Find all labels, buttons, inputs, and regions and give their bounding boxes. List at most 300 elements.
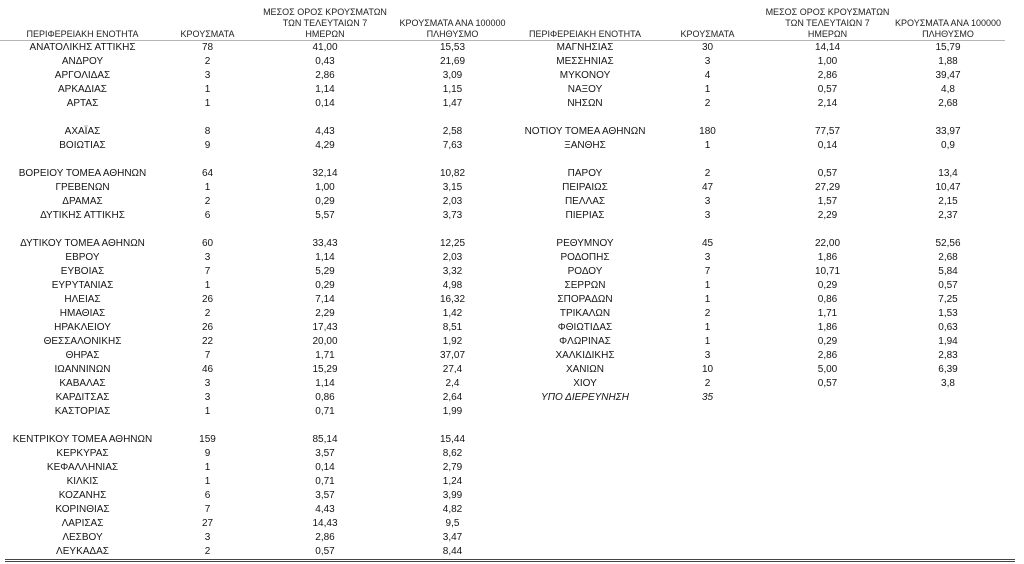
region-name-cell: ΑΧΑΪΑΣ (64, 126, 101, 137)
group-spacer-row (505, 153, 1005, 167)
avg-7-days-cell: 0,14 (315, 462, 335, 473)
table-row (0, 195, 505, 209)
avg-7-days-cell: 1,71 (315, 350, 335, 361)
region-name-cell: ΗΛΕΙΑΣ (64, 294, 101, 305)
region-name-cell: ΧΙΟΥ (573, 378, 597, 389)
cases-cell: 159 (199, 434, 216, 445)
table-row (505, 125, 1005, 139)
per-100k-cell: 2,58 (442, 126, 463, 137)
region-name-cell: ΕΥΒΟΙΑΣ (60, 266, 105, 277)
table-row (505, 237, 1005, 251)
per-100k-cell: 1,15 (442, 84, 463, 95)
per-100k-cell: 2,79 (442, 462, 463, 473)
table-row (0, 531, 505, 545)
table-row (505, 363, 1005, 377)
cases-cell: 3 (204, 532, 211, 543)
table-row (0, 293, 505, 307)
avg-7-days-cell: 5,00 (817, 364, 838, 375)
avg-7-days-cell: 2,29 (817, 210, 838, 221)
table-row (505, 139, 1005, 153)
avg-7-days-cell: 14,14 (814, 42, 841, 53)
per-100k-cell: 1,47 (442, 98, 463, 109)
table-row (505, 321, 1005, 335)
per-100k-cell: 8,62 (442, 448, 463, 459)
region-name-cell: ΠΕΙΡΑΙΩΣ (562, 182, 608, 193)
per-100k-cell: 0,63 (938, 322, 958, 333)
cases-cell: 2 (204, 56, 211, 67)
per-100k-cell: 2,68 (938, 252, 958, 263)
region-name-cell: ΗΜΑΘΙΑΣ (59, 308, 106, 319)
region-name-cell: ΦΛΩΡΙΝΑΣ (559, 336, 611, 347)
region-name-cell: ΧΑΛΚΙΔΙΚΗΣ (555, 350, 615, 361)
region-name-cell: ΠΑΡΟΥ (567, 168, 603, 179)
cases-cell: 47 (701, 182, 714, 193)
table-row (0, 97, 505, 111)
per-100k-cell: 9,5 (445, 518, 460, 529)
header-avg-line: ΤΩΝ ΤΕΛΕΥΤΑΙΩΝ 7 (785, 18, 870, 28)
region-name-cell: ΑΡΚΑΔΙΑΣ (58, 84, 107, 95)
avg-7-days-cell: 0,14 (817, 140, 838, 151)
per-100k-cell: 10,47 (935, 182, 961, 193)
table-row (505, 97, 1005, 111)
avg-7-days-cell: 0,29 (315, 280, 335, 291)
region-name-cell: ΚΟΡΙΝΘΙΑΣ (55, 504, 110, 515)
avg-7-days-cell: 32,14 (312, 168, 338, 179)
avg-7-days-cell: 4,29 (315, 140, 335, 151)
per-100k-cell: 8,44 (442, 546, 463, 557)
avg-7-days-cell: 2,29 (315, 308, 335, 319)
per-100k-cell: 7,63 (442, 140, 463, 151)
region-name-cell: ΒΟΡΕΙΟΥ ΤΟΜΕΑ ΑΘΗΝΩΝ (18, 168, 147, 179)
region-name-cell: ΜΥΚΟΝΟΥ (559, 70, 611, 81)
avg-7-days-cell: 0,43 (315, 56, 335, 67)
table-row (0, 83, 505, 97)
per-100k-cell: 1,92 (442, 336, 463, 347)
region-name-cell: ΔΡΑΜΑΣ (62, 196, 103, 207)
header-avg-7-days (250, 7, 400, 40)
cases-cell: 26 (201, 294, 214, 305)
table-header (0, 0, 505, 41)
group-spacer-row (0, 111, 505, 125)
region-name-cell: ΜΑΓΝΗΣΙΑΣ (556, 42, 614, 53)
table-row (0, 55, 505, 69)
table-row (505, 349, 1005, 363)
per-100k-cell: 1,88 (938, 56, 958, 67)
avg-7-days-cell: 1,00 (817, 56, 838, 67)
cases-cell: 2 (704, 378, 711, 389)
per-100k-cell: 0,57 (938, 280, 958, 291)
cases-cell: 1 (704, 322, 711, 333)
table-row (0, 349, 505, 363)
table-header (505, 0, 1005, 41)
table-row (505, 83, 1005, 97)
region-name-cell: ΠΙΕΡΙΑΣ (565, 210, 605, 221)
cases-cell: 1 (704, 280, 711, 291)
table-row (505, 41, 1005, 55)
table-row (0, 181, 505, 195)
per-100k-cell: 2,15 (938, 196, 958, 207)
avg-7-days-cell: 27,29 (814, 182, 841, 193)
per-100k-cell: 12,25 (439, 238, 466, 249)
cases-cell: 1 (204, 462, 211, 473)
cases-cell: 1 (704, 336, 711, 347)
group-spacer-row (505, 111, 1005, 125)
cases-cell: 2 (704, 98, 711, 109)
cases-cell: 1 (204, 280, 211, 291)
avg-7-days-cell: 22,00 (814, 238, 841, 249)
per-100k-cell: 3,32 (442, 266, 463, 277)
table-row (0, 251, 505, 265)
header-avg-line: ΗΜΕΡΩΝ (807, 29, 848, 39)
cases-cell: 3 (704, 56, 711, 67)
per-100k-cell: 4,98 (442, 280, 463, 291)
avg-7-days-cell: 3,57 (315, 448, 335, 459)
per-100k-cell: 21,69 (439, 56, 466, 67)
cases-cell: 2 (704, 308, 711, 319)
cases-cell: 8 (204, 126, 211, 137)
table-row (0, 265, 505, 279)
per-100k-cell: 5,84 (938, 266, 958, 277)
table-row (0, 335, 505, 349)
cases-cell: 1 (704, 84, 711, 95)
table-body (0, 41, 505, 559)
avg-7-days-cell: 33,43 (312, 238, 338, 249)
per-100k-cell: 1,42 (442, 308, 463, 319)
per-100k-cell: 3,8 (941, 378, 955, 389)
cases-cell: 3 (204, 252, 211, 263)
per-100k-cell: 3,47 (442, 532, 463, 543)
per-100k-cell: 16,32 (439, 294, 466, 305)
group-spacer-row (0, 153, 505, 167)
table-row (0, 517, 505, 531)
avg-7-days-cell: 2,86 (817, 70, 838, 81)
region-name-cell: ΒΟΙΩΤΙΑΣ (59, 140, 106, 151)
region-name-cell: ΘΕΣΣΑΛΟΝΙΚΗΣ (43, 336, 122, 347)
header-avg-line: ΜΕΣΟΣ ΟΡΟΣ ΚΡΟΥΣΜΑΤΩΝ (765, 7, 890, 17)
table-row (0, 237, 505, 251)
per-100k-cell: 2,03 (442, 252, 463, 263)
cases-cell: 1 (204, 98, 211, 109)
table-row (0, 125, 505, 139)
region-name-cell: ΡΟΔΟΥ (567, 266, 603, 277)
avg-7-days-cell: 20,00 (312, 336, 338, 347)
region-name-cell: ΡΟΔΟΠΗΣ (560, 252, 610, 263)
per-100k-cell: 0,9 (941, 140, 955, 151)
avg-7-days-cell: 1,14 (315, 252, 335, 263)
header-region (0, 29, 165, 40)
table-row (0, 377, 505, 391)
header-region-label: ΠΕΡΙΦΕΡΕΙΑΚΗ ΕΝΟΤΗΤΑ (26, 29, 139, 39)
table-row (0, 209, 505, 223)
cases-cell: 6 (204, 210, 211, 221)
table-row (0, 475, 505, 489)
avg-7-days-cell: 1,14 (315, 84, 335, 95)
cases-cell: 3 (704, 196, 711, 207)
cases-cell: 6 (204, 490, 211, 501)
table-bottom-rule (5, 559, 1015, 562)
region-name-cell: ΔΥΤΙΚΟΥ ΤΟΜΕΑ ΑΘΗΝΩΝ (20, 238, 145, 249)
table-row (0, 461, 505, 475)
cases-cell: 2 (204, 308, 211, 319)
avg-7-days-cell: 7,14 (315, 294, 335, 305)
region-name-cell: ΝΟΤΙΟΥ ΤΟΜΕΑ ΑΘΗΝΩΝ (524, 126, 646, 137)
region-name-cell: ΥΠΟ ΔΙΕΡΕΥΝΗΣΗ (541, 392, 629, 403)
header-avg-7-days (750, 7, 905, 40)
table-row (505, 251, 1005, 265)
region-name-cell: ΔΥΤΙΚΗΣ ΑΤΤΙΚΗΣ (40, 210, 125, 221)
group-spacer-row (505, 223, 1005, 237)
right-table (505, 0, 1005, 405)
cases-cell: 45 (701, 238, 714, 249)
header-avg-line: ΗΜΕΡΩΝ (305, 29, 345, 39)
cases-cell: 1 (204, 406, 211, 417)
region-name-cell: ΦΘΙΩΤΙΔΑΣ (557, 322, 613, 333)
region-name-cell: ΣΕΡΡΩΝ (564, 280, 606, 291)
per-100k-cell: 2,68 (938, 98, 958, 109)
avg-7-days-cell: 0,29 (817, 280, 838, 291)
region-name-cell: ΓΡΕΒΕΝΩΝ (55, 182, 110, 193)
per-100k-cell: 39,47 (935, 70, 961, 81)
header-per-100k-line: ΠΛΗΘΥΣΜΟ (426, 29, 479, 39)
per-100k-cell: 13,4 (938, 168, 958, 179)
per-100k-cell: 15,79 (935, 42, 961, 53)
cases-cell: 10 (701, 364, 714, 375)
avg-7-days-cell: 5,29 (315, 266, 335, 277)
cases-cell: 60 (201, 238, 214, 249)
header-avg-line: ΜΕΣΟΣ ΟΡΟΣ ΚΡΟΥΣΜΑΤΩΝ (263, 7, 387, 17)
avg-7-days-cell: 0,57 (817, 168, 838, 179)
avg-7-days-cell: 77,57 (814, 126, 841, 137)
per-100k-cell: 2,37 (938, 210, 958, 221)
header-cases-label: ΚΡΟΥΣΜΑΤΑ (680, 29, 735, 39)
cases-cell: 1 (204, 182, 211, 193)
per-100k-cell: 52,56 (935, 238, 961, 249)
region-name-cell: ΕΥΡΥΤΑΝΙΑΣ (51, 280, 114, 291)
table-row (505, 335, 1005, 349)
avg-7-days-cell: 85,14 (312, 434, 338, 445)
per-100k-cell: 8,51 (442, 322, 463, 333)
cases-cell: 3 (704, 210, 711, 221)
cases-cell: 64 (201, 168, 214, 179)
cases-cell: 2 (204, 196, 211, 207)
avg-7-days-cell: 0,14 (315, 98, 335, 109)
region-name-cell: ΡΕΘΥΜΝΟΥ (556, 238, 614, 249)
cases-cell: 78 (201, 42, 214, 53)
region-name-cell: ΧΑΝΙΩΝ (565, 364, 605, 375)
region-name-cell: ΣΠΟΡΑΔΩΝ (557, 294, 613, 305)
table-row (0, 433, 505, 447)
cases-cell: 3 (204, 392, 211, 403)
avg-7-days-cell: 1,71 (817, 308, 838, 319)
cases-cell: 3 (204, 70, 211, 81)
cases-cell: 30 (701, 42, 714, 53)
avg-7-days-cell: 14,43 (312, 518, 338, 529)
per-100k-cell: 3,15 (442, 182, 463, 193)
per-100k-cell: 3,73 (442, 210, 463, 221)
cases-cell: 1 (204, 476, 211, 487)
per-100k-cell: 1,99 (442, 406, 463, 417)
table-row (0, 391, 505, 405)
cases-cell: 7 (704, 266, 711, 277)
avg-7-days-cell: 0,57 (315, 546, 335, 557)
avg-7-days-cell: 4,43 (315, 504, 335, 515)
region-name-cell: ΚΕΡΚΥΡΑΣ (56, 448, 109, 459)
table-row (0, 489, 505, 503)
table-row (505, 195, 1005, 209)
table-row (505, 69, 1005, 83)
table-row (0, 447, 505, 461)
per-100k-cell: 37,07 (439, 350, 466, 361)
avg-7-days-cell: 1,86 (817, 322, 838, 333)
avg-7-days-cell: 2,86 (315, 532, 335, 543)
region-name-cell: ΑΡΓΟΛΙΔΑΣ (54, 70, 111, 81)
avg-7-days-cell: 1,57 (817, 196, 838, 207)
avg-7-days-cell: 1,86 (817, 252, 838, 263)
table-row (505, 265, 1005, 279)
avg-7-days-cell: 2,86 (817, 350, 838, 361)
header-cases-label: ΚΡΟΥΣΜΑΤΑ (180, 29, 235, 39)
header-region-label: ΠΕΡΙΦΕΡΕΙΑΚΗ ΕΝΟΤΗΤΑ (528, 29, 642, 39)
per-100k-cell: 33,97 (935, 126, 961, 137)
cases-cell: 3 (704, 350, 711, 361)
table-row (505, 55, 1005, 69)
header-region (505, 29, 665, 40)
per-100k-cell: 15,44 (439, 434, 466, 445)
avg-7-days-cell: 0,86 (315, 392, 335, 403)
avg-7-days-cell: 17,43 (312, 322, 338, 333)
region-name-cell: ΠΕΛΛΑΣ (564, 196, 606, 207)
table-row (0, 41, 505, 55)
header-cases (165, 29, 250, 40)
region-name-cell: ΜΕΣΣΗΝΙΑΣ (556, 56, 614, 67)
cases-cell: 3 (704, 252, 711, 263)
header-avg-line: ΤΩΝ ΤΕΛΕΥΤΑΙΩΝ 7 (282, 18, 368, 28)
region-name-cell: ΛΕΣΒΟΥ (62, 532, 103, 543)
avg-7-days-cell: 1,14 (315, 378, 335, 389)
avg-7-days-cell: 0,86 (817, 294, 838, 305)
cases-cell: 9 (204, 448, 211, 459)
table-row (505, 279, 1005, 293)
per-100k-cell: 1,24 (442, 476, 463, 487)
cases-cell: 27 (201, 518, 214, 529)
table-row (0, 279, 505, 293)
under-investigation-row (505, 391, 1005, 405)
cases-cell: 46 (201, 364, 214, 375)
region-name-cell: ΙΩΑΝΝΙΝΩΝ (54, 364, 111, 375)
cases-cell: 22 (201, 336, 214, 347)
per-100k-cell: 4,8 (941, 84, 955, 95)
region-name-cell: ΑΡΤΑΣ (66, 98, 99, 109)
table-row (0, 139, 505, 153)
region-name-cell: ΝΑΞΟΥ (567, 84, 603, 95)
per-100k-cell: 1,94 (938, 336, 958, 347)
table-body (505, 41, 1005, 391)
cases-cell: 35 (701, 392, 714, 403)
avg-7-days-cell: 0,71 (315, 406, 335, 417)
table-row (0, 503, 505, 517)
table-row (505, 167, 1005, 181)
table-row (505, 209, 1005, 223)
cases-cell: 3 (204, 378, 211, 389)
left-table (0, 0, 505, 559)
region-name-cell: ΚΕΦΑΛΛΗΝΙΑΣ (46, 462, 119, 473)
avg-7-days-cell: 41,00 (312, 42, 338, 53)
region-name-cell: ΝΗΣΩΝ (567, 98, 603, 109)
cases-cell: 9 (204, 140, 211, 151)
per-100k-cell: 6,39 (938, 364, 958, 375)
cases-cell: 7 (204, 504, 211, 515)
header-per-100k-line: ΚΡΟΥΣΜΑΤΑ ΑΝΑ 100000 (399, 18, 506, 28)
header-cases (665, 29, 750, 40)
region-name-cell: ΗΡΑΚΛΕΙΟΥ (54, 322, 111, 333)
table-row (0, 69, 505, 83)
region-name-cell: ΑΝΔΡΟΥ (61, 56, 104, 67)
per-100k-cell: 7,25 (938, 294, 958, 305)
table-row (0, 307, 505, 321)
per-100k-cell: 2,64 (442, 392, 463, 403)
region-name-cell: ΚΑΒΑΛΑΣ (59, 378, 106, 389)
region-name-cell: ΕΒΡΟΥ (65, 252, 100, 263)
cases-cell: 180 (699, 126, 716, 137)
table-row (505, 293, 1005, 307)
region-name-cell: ΑΝΑΤΟΛΙΚΗΣ ΑΤΤΙΚΗΣ (29, 42, 136, 53)
header-per-100k-line: ΠΛΗΘΥΣΜΟ (922, 29, 974, 39)
per-100k-cell: 4,82 (442, 504, 463, 515)
table-row (505, 181, 1005, 195)
avg-7-days-cell: 4,43 (315, 126, 335, 137)
avg-7-days-cell: 2,14 (817, 98, 838, 109)
per-100k-cell: 15,53 (439, 42, 466, 53)
per-100k-cell: 3,99 (442, 490, 463, 501)
avg-7-days-cell: 15,29 (312, 364, 338, 375)
avg-7-days-cell: 0,29 (817, 336, 838, 347)
region-name-cell: ΚΕΝΤΡΙΚΟΥ ΤΟΜΕΑ ΑΘΗΝΩΝ (12, 434, 153, 445)
table-row (0, 167, 505, 181)
avg-7-days-cell: 2,86 (315, 70, 335, 81)
avg-7-days-cell: 1,00 (315, 182, 335, 193)
table-row (0, 405, 505, 419)
per-100k-cell: 2,83 (938, 350, 958, 361)
cases-cell: 4 (704, 70, 711, 81)
region-name-cell: ΘΗΡΑΣ (65, 350, 100, 361)
cases-cell: 1 (704, 140, 711, 151)
table-row (505, 377, 1005, 391)
region-name-cell: ΚΑΣΤΟΡΙΑΣ (54, 406, 111, 417)
per-100k-cell: 3,09 (442, 70, 463, 81)
header-per-100k (895, 18, 1001, 40)
region-name-cell: ΛΕΥΚΑΔΑΣ (56, 546, 109, 557)
cases-cell: 1 (704, 294, 711, 305)
avg-7-days-cell: 0,29 (315, 196, 335, 207)
avg-7-days-cell: 0,57 (817, 378, 838, 389)
header-per-100k-line: ΚΡΟΥΣΜΑΤΑ ΑΝΑ 100000 (895, 18, 1001, 28)
cases-cell: 2 (704, 168, 711, 179)
region-name-cell: ΚΙΛΚΙΣ (66, 476, 99, 487)
per-100k-cell: 10,82 (439, 168, 466, 179)
table-row (0, 321, 505, 335)
group-spacer-row (0, 419, 505, 433)
cases-cell: 26 (201, 322, 214, 333)
header-per-100k (400, 18, 505, 40)
region-name-cell: ΚΑΡΔΙΤΣΑΣ (55, 392, 110, 403)
per-100k-cell: 1,53 (938, 308, 958, 319)
table-row (505, 307, 1005, 321)
avg-7-days-cell: 0,57 (817, 84, 838, 95)
table-row (0, 363, 505, 377)
table-row (0, 545, 505, 559)
cases-cell: 7 (204, 266, 211, 277)
region-name-cell: ΤΡΙΚΑΛΩΝ (559, 308, 611, 319)
